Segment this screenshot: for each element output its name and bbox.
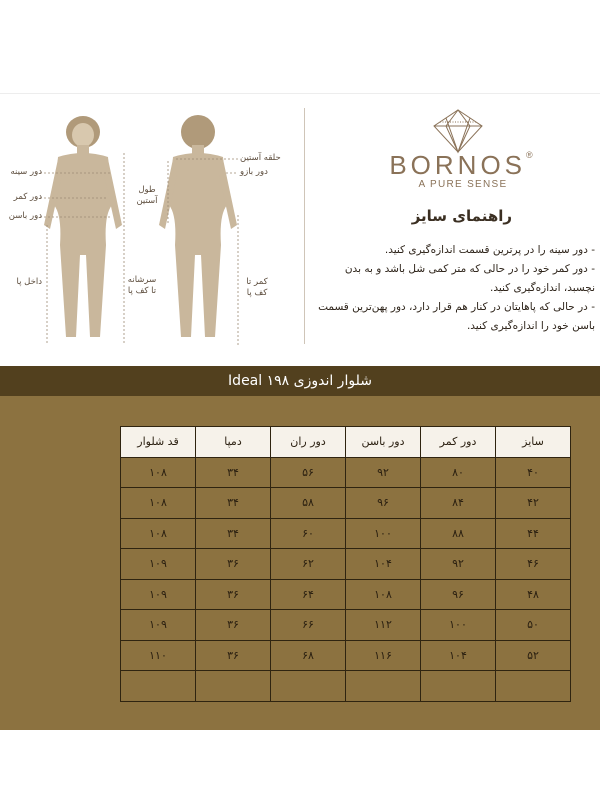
table-row [121, 640, 571, 671]
back-figure [159, 115, 237, 337]
table-cell: ۵۸ [271, 488, 346, 519]
front-figure [44, 116, 122, 337]
guide-line: - دور سینه را در پرترین قسمت اندازه‌گیری کنید. [384, 244, 595, 256]
table-cell [496, 671, 571, 702]
table-row [121, 549, 571, 580]
table-cell: ۴۲ [496, 488, 571, 519]
label-inseam: داخل پا [16, 277, 42, 287]
table-cell: ۳۶ [196, 549, 271, 580]
table-cell: ۱۰۸ [121, 518, 196, 549]
guide-line: - در حالی که پاهایتان در کنار هم قرار دارد، دور پهن‌ترین قسمت باسن خود را اندازه‌گیری کنید. [318, 301, 595, 332]
label-sleeve-length: طول آستین [136, 185, 158, 206]
table-row [121, 488, 571, 519]
table-cell: ۱۰۴ [421, 640, 496, 671]
table-cell: ۱۱۲ [346, 610, 421, 641]
size-table-panel [0, 396, 600, 730]
table-cell: ۶۴ [271, 579, 346, 610]
table-cell: ۶۶ [271, 610, 346, 641]
brand-tagline: A PURE SENSE [418, 179, 508, 190]
label-sleeve-ring: حلقه آستین [240, 153, 281, 163]
header-length: قد شلوار [121, 427, 196, 458]
table-cell: ۶۸ [271, 640, 346, 671]
table-cell: ۹۶ [346, 488, 421, 519]
table-cell: ۳۶ [196, 579, 271, 610]
label-arm: دور بازو [240, 167, 268, 177]
table-cell: ۱۰۹ [121, 549, 196, 580]
table-cell: ۸۰ [421, 457, 496, 488]
table-cell: ۴۶ [496, 549, 571, 580]
table-cell: ۱۱۰ [121, 640, 196, 671]
table-cell: ۱۰۸ [346, 579, 421, 610]
top-blank-band [0, 0, 600, 94]
table-title: شلوار اندوزی ۱۹۸ Ideal [228, 373, 372, 389]
table-cell: ۳۴ [196, 488, 271, 519]
body-figures [0, 105, 300, 355]
table-cell: ۴۰ [496, 457, 571, 488]
section-divider [304, 108, 305, 344]
table-cell: ۱۰۸ [121, 457, 196, 488]
table-cell: ۱۰۸ [121, 488, 196, 519]
label-chest: دور سینه [10, 167, 42, 177]
table-cell: ۵۰ [496, 610, 571, 641]
table-row [121, 579, 571, 610]
table-cell: ۴۴ [496, 518, 571, 549]
size-table [120, 426, 571, 702]
table-cell: ۶۰ [271, 518, 346, 549]
table-cell: ۹۲ [421, 549, 496, 580]
header-waist: دور کمر [421, 427, 496, 458]
table-cell: ۹۲ [346, 457, 421, 488]
table-cell: ۳۶ [196, 640, 271, 671]
table-cell: ۵۶ [271, 457, 346, 488]
table-cell: ۸۴ [421, 488, 496, 519]
table-cell: ۱۰۴ [346, 549, 421, 580]
table-cell: ۸۸ [421, 518, 496, 549]
brand-name: BORNOS® [389, 150, 537, 180]
table-cell: ۹۶ [421, 579, 496, 610]
table-row [121, 671, 571, 702]
bornos-logo-icon [432, 108, 484, 154]
label-waist-to-floor: کمر تا کف پا [246, 277, 268, 298]
table-cell: ۱۱۶ [346, 640, 421, 671]
header-hem: دمپا [196, 427, 271, 458]
body-silhouettes [0, 105, 300, 355]
table-row [121, 518, 571, 549]
table-cell: ۱۰۰ [421, 610, 496, 641]
table-row [121, 610, 571, 641]
label-hip: دور باسن [8, 211, 42, 221]
table-header-row [121, 427, 571, 458]
table-cell: ۱۰۹ [121, 579, 196, 610]
bottom-blank-band [0, 730, 600, 800]
table-cell: ۱۰۹ [121, 610, 196, 641]
guide-line: - دور کمر خود را در حالی که متر کمی شل باشد و به بدن نچسبد، اندازه‌گیری کنید. [344, 263, 595, 294]
label-head-to-heel: سرشانه تا کف پا [127, 275, 157, 296]
table-cell: ۴۸ [496, 579, 571, 610]
table-cell [346, 671, 421, 702]
size-guide-title: راهنمای سایز [411, 207, 512, 225]
table-cell [121, 671, 196, 702]
header-thigh: دور ران [271, 427, 346, 458]
header-hip: دور باسن [346, 427, 421, 458]
table-cell: ۶۲ [271, 549, 346, 580]
table-cell [271, 671, 346, 702]
table-cell: ۳۴ [196, 457, 271, 488]
table-row [121, 457, 571, 488]
table-cell: ۱۰۰ [346, 518, 421, 549]
label-waist: دور کمر [13, 192, 42, 202]
table-cell: ۳۴ [196, 518, 271, 549]
table-cell [421, 671, 496, 702]
table-title-bar [0, 366, 600, 396]
header-size: سایز [496, 427, 571, 458]
table-cell: ۳۶ [196, 610, 271, 641]
table-cell: ۵۲ [496, 640, 571, 671]
table-cell [196, 671, 271, 702]
size-guide-instructions [312, 241, 595, 336]
